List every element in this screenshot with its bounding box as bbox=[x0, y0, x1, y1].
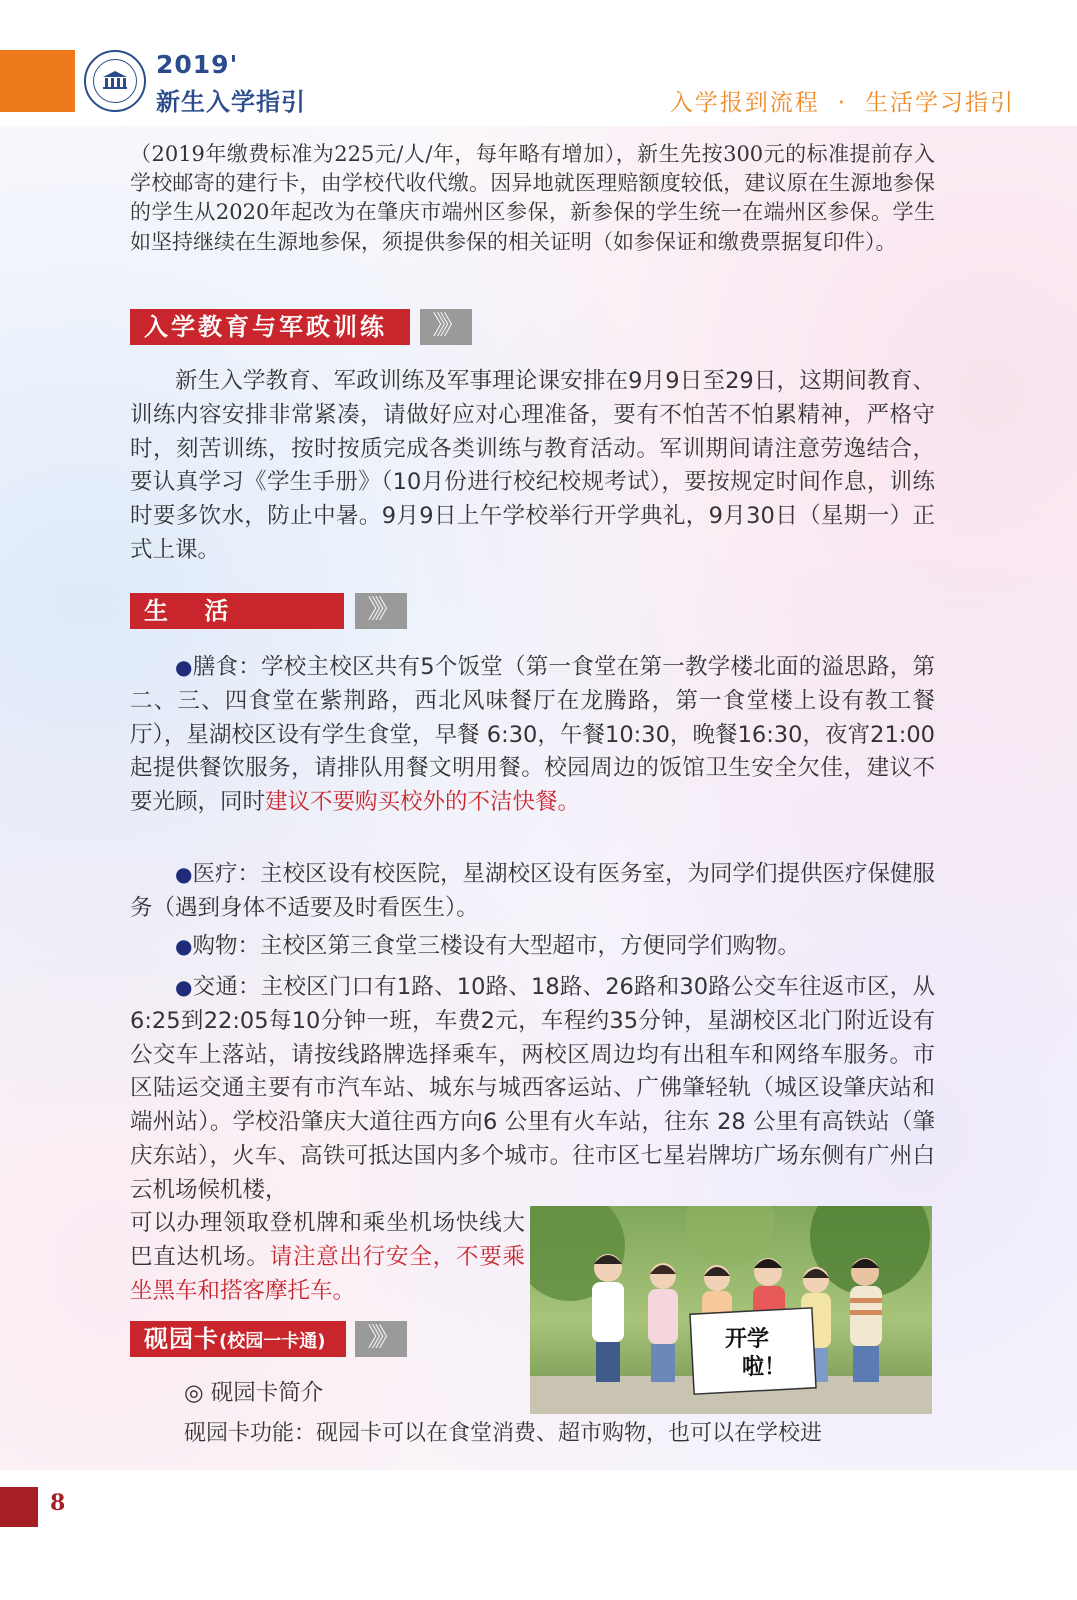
card-title: 砚园卡 bbox=[144, 1325, 219, 1353]
shopping-paragraph bbox=[130, 930, 935, 964]
nav-life-guide: 生活学习指引 bbox=[865, 90, 1015, 116]
transport-paragraph bbox=[130, 971, 935, 1208]
chevron-right-icon: 》》 bbox=[355, 1321, 407, 1357]
nav-registration: 入学报到流程 bbox=[669, 90, 820, 116]
sign-text-1: 开学 bbox=[725, 1327, 770, 1352]
header-year: 2019' bbox=[156, 50, 239, 79]
chevron-right-icon: 》》 bbox=[420, 309, 472, 345]
sign-text-2: 啦！ bbox=[742, 1355, 787, 1380]
section-card-title bbox=[130, 1321, 346, 1357]
building-icon bbox=[101, 70, 129, 90]
transport-label: 交通： bbox=[192, 974, 261, 1000]
dining-label: 膳食： bbox=[192, 654, 261, 680]
medical-label: 医疗： bbox=[192, 861, 260, 887]
footer-red-block bbox=[0, 1487, 38, 1527]
university-logo bbox=[84, 50, 146, 112]
transport-paragraph-continued bbox=[130, 1207, 525, 1308]
medical-text: 主校区设有校医院，星湖校区设有医务室，为同学们提供医疗保健服务（遇到身体不适要及时看医生）。 bbox=[130, 861, 935, 921]
bullet-icon: ● bbox=[175, 934, 193, 958]
medical-paragraph bbox=[130, 858, 935, 926]
transport-text-2: 可以办理领取登机牌和乘坐机场快线大巴直达机场。 bbox=[130, 1210, 525, 1270]
nav-separator: · bbox=[837, 90, 847, 116]
card-intro-heading: ◎ 砚园卡简介 bbox=[184, 1380, 324, 1406]
dining-paragraph bbox=[130, 651, 935, 820]
card-title-suffix: (校园一卡通) bbox=[219, 1331, 326, 1352]
transport-warning: 请注意出行安全，不要乘坐黑车和搭客摩托车。 bbox=[130, 1243, 525, 1304]
dining-text: 学校主校区共有5个饭堂（第一食堂在第一教学楼北面的溢思路，第二、三、四食堂在紫荆路，西北风味餐厅在龙腾路，第一食堂楼上设有教工餐厅），星湖校区设有学生食堂，早餐 6:30，午餐10:30，晚餐16:30，夜宵21:00起提供餐饮服务，请排队用餐文明用餐。校园周边的饭馆卫生安全欠佳，建议不要光顾，同时 bbox=[130, 654, 935, 816]
section-life-title: 生 活 bbox=[130, 593, 344, 629]
shopping-label: 购物： bbox=[192, 933, 260, 959]
section-military-title: 入学教育与军政训练 bbox=[130, 309, 410, 345]
header-orange-block bbox=[0, 50, 75, 112]
header-title: 新生入学指引 bbox=[156, 88, 306, 116]
students-photo bbox=[530, 1206, 932, 1414]
bullet-icon: ● bbox=[175, 862, 193, 886]
bullet-icon: ● bbox=[175, 975, 193, 999]
card-function-text: 砚园卡功能：砚园卡可以在食堂消费、超市购物，也可以在学校进 bbox=[184, 1421, 823, 1446]
chevron-right-icon: 》》 bbox=[355, 593, 407, 629]
header-nav bbox=[670, 84, 1015, 117]
page-number: 8 bbox=[50, 1490, 66, 1516]
dining-warning: 建议不要购买校外的不洁快餐。 bbox=[265, 789, 581, 816]
shopping-text: 主校区第三食堂三楼设有大型超市，方便同学们购物。 bbox=[259, 933, 800, 959]
transport-text: 主校区门口有1路、10路、18路、26路和30路公交车往返市区，从6:25到22:05每10分钟一班，车费2元，车程约35分钟，星湖校区北门附近设有公交车上落站，请按线路牌选择乘车，两校区周边均有出租车和网络车服务。市区陆运交通主要有市汽车站、城东与城西客运站、广佛肇轻轨（城区设肇庆站和端州站）。学校沿肇庆大道往西方向6 公里有火车站，往东 28 公里有高铁站（肇庆东站），火车、高铁可抵达国内多个城市。往市区七星岩牌坊广场东侧有广州白云机场候机楼， bbox=[130, 974, 936, 1203]
military-paragraph: 新生入学教育、军政训练及军事理论课安排在9月9日至29日，这期间教育、训练内容安排非常紧凑，请做好应对心理准备，要有不怕苦不怕累精神，严格守时，刻苦训练，按时按质完成各类训练与教育活动。军训期间请注意劳逸结合，要认真学习《学生手册》（10月份进行校纪校规考试），要按规定时间作息，训练时要多饮水，防止中暑。9月9日上午学校举行开学典礼，9月30日（星期一）正式上课。 bbox=[130, 368, 935, 563]
intro-paragraph: （2019年缴费标准为225元/人/年，每年略有增加），新生先按300元的标准提前存入学校邮寄的建行卡，由学校代收代缴。因异地就医理赔额度较低，建议原在生源地参保的学生从2020年起改为在肇庆市端州区参保，新参保的学生统一在端州区参保。学生如坚持继续在生源地参保，须提供参保的相关证明（如参保证和缴费票据复印件）。 bbox=[130, 142, 935, 254]
bullet-icon: ● bbox=[175, 655, 193, 679]
